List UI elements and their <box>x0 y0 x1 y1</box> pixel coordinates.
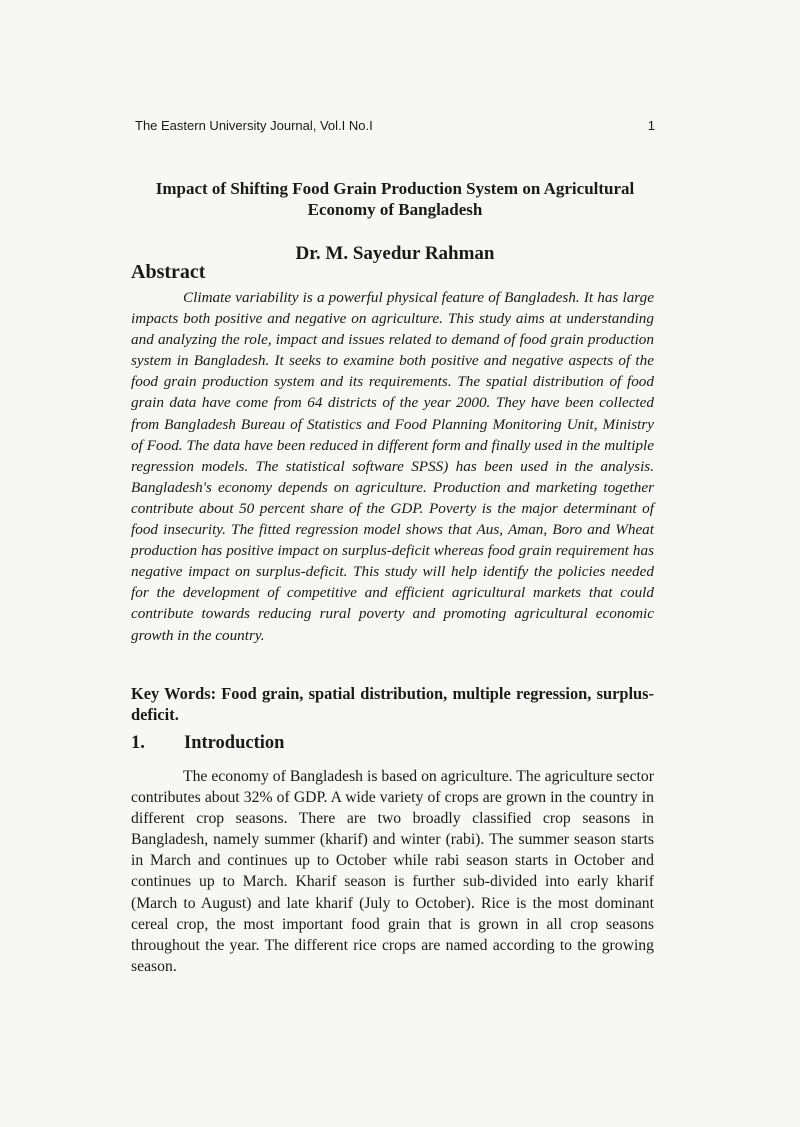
abstract-body <box>131 287 654 646</box>
abstract-text: Climate variability is a powerful physical feature of Bangladesh. It has large impacts both positive and negative on agriculture. This study aims at understanding and analyzing the role, impact and issues related to demand of food grain production system in Bangladesh. It seeks to examine both positive and negative aspects of the food grain production system and its requirements. The spatial distribution of food grain data have come from 64 districts of the year 2000. They have been collected from Bangladesh Bureau of Statistics and Food Planning Monitoring Unit, Ministry of Food. The data have been reduced in different form and finally used in the multiple regression models. The statistical software SPSS) has been used in the analysis. Bangladesh's economy depends on agriculture. Production and marketing together contribute about 50 percent share of the GDP. Poverty is the major determinant of food insecurity. The fitted regression model shows that Aus, Aman, Boro and Wheat production has positive impact on surplus-deficit whereas food grain requirement has negative impact on surplus-deficit. This study will help identify the policies needed for the development of competitive and efficient agricultural markets that could contribute towards reducing rural poverty and promoting agricultural economic growth in the country. <box>131 289 654 644</box>
journal-name: The Eastern University Journal, Vol.I No.I <box>135 118 373 133</box>
section-title: Introduction <box>184 733 285 753</box>
keywords: Key Words: Food grain, spatial distribution, multiple regression, surplus-deficit. <box>131 684 654 724</box>
paper-title <box>130 178 660 220</box>
author-name: Dr. M. Sayedur Rahman <box>295 243 495 264</box>
introduction-text: The economy of Bangladesh is based on agriculture. The agriculture sector contributes about 32% of GDP. A wide variety of crops are grown in the country in different crop seasons. There are two broadly classified crop seasons in Bangladesh, namely summer (kharif) and winter (rabi). The summer season starts in March and continues up to October while rabi season starts in October and continues up to March. Kharif season is further sub-divided into early kharif (March to August) and late kharif (July to October). Rice is the most dominant cereal crop, the most important food grain that is grown in all crop seasons throughout the year. The different rice crops are named according to the growing season. <box>131 768 654 975</box>
section-number: 1. <box>131 733 145 753</box>
abstract-heading: Abstract <box>131 261 206 283</box>
introduction-body <box>131 766 654 977</box>
section-heading-introduction <box>131 733 284 754</box>
title-line-1: Impact of Shifting Food Grain Production System on Agricultural <box>155 179 635 198</box>
title-line-2: Economy of Bangladesh <box>307 200 483 219</box>
page-number: 1 <box>647 118 655 133</box>
